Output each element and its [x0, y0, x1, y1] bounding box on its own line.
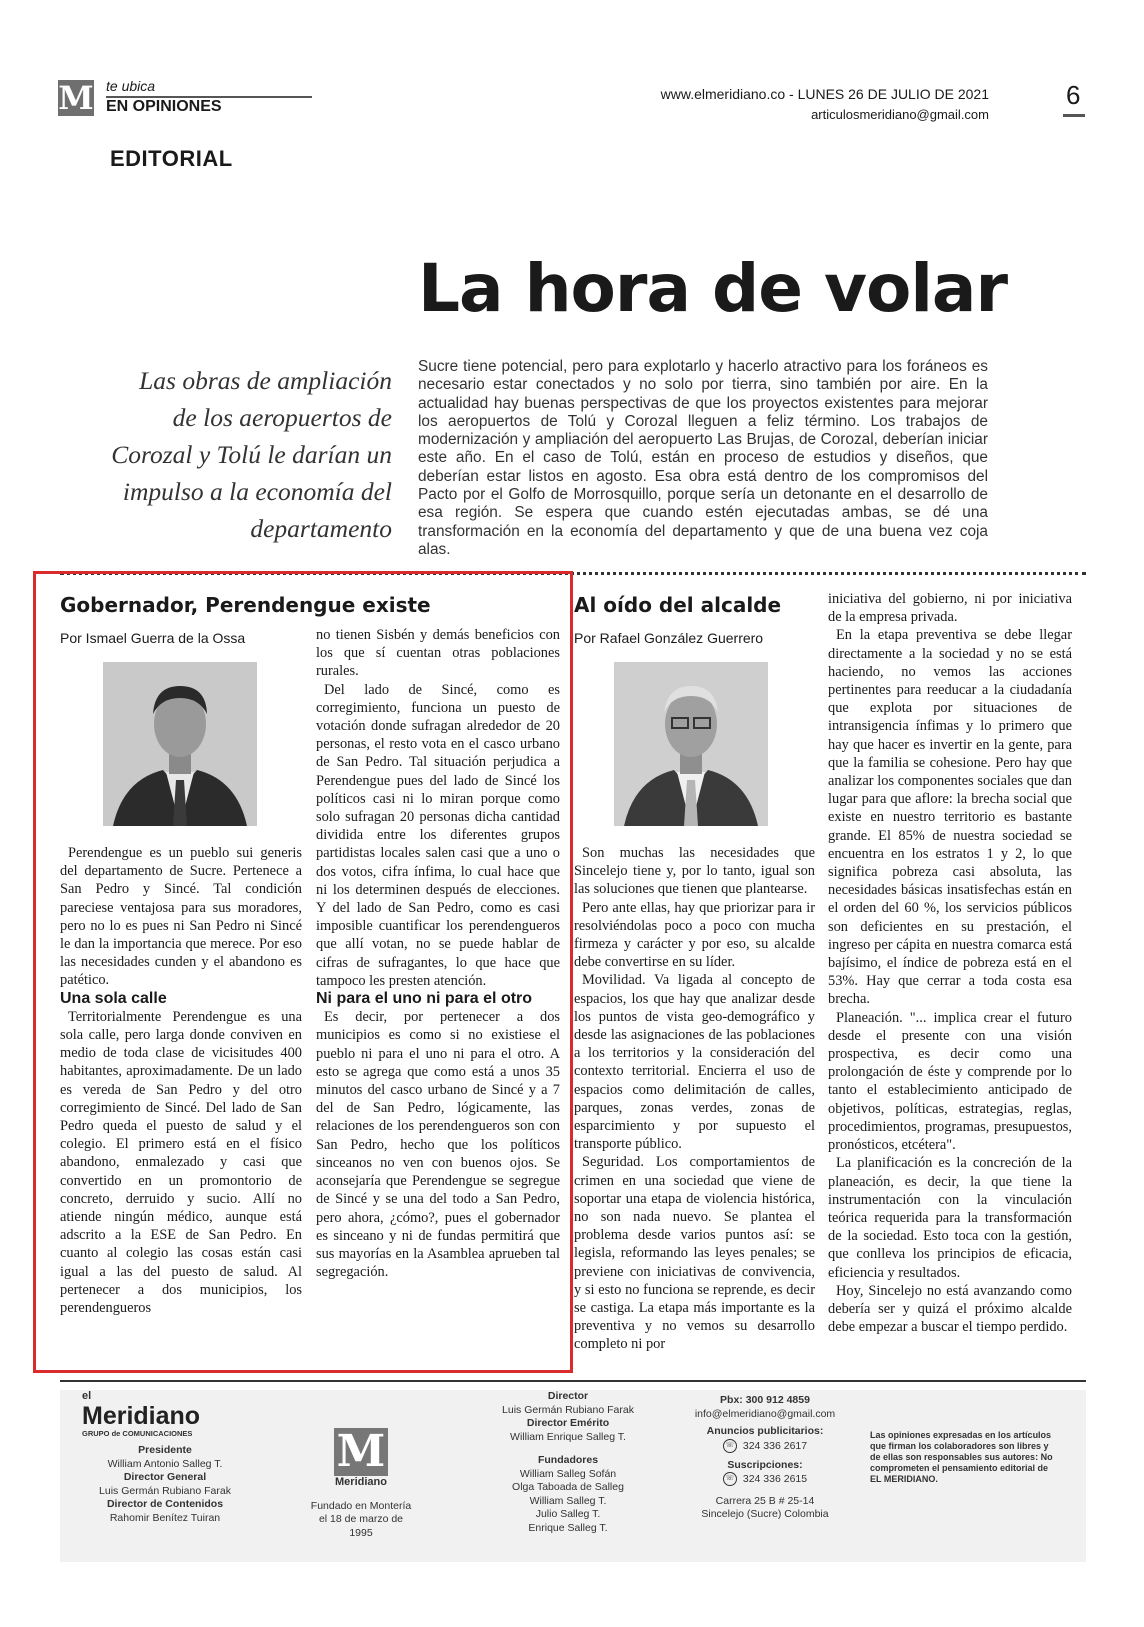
founded-place: Fundado en Montería [310, 1499, 412, 1512]
label: Suscripciones: [727, 1458, 803, 1471]
article1-column-1 [60, 844, 302, 1317]
contact-email: articulosmeridiano@gmail.com [811, 107, 989, 122]
info-email: info@elmeridiano@gmail.com [694, 1407, 836, 1420]
address: Sincelejo (Sucre) Colombia [701, 1508, 829, 1521]
footer-staff-left [60, 1444, 270, 1525]
founded-date: el 18 de marzo de 1995 [318, 1513, 404, 1539]
article1-column-2 [316, 626, 560, 1281]
founder: William Salleg T. [529, 1494, 607, 1507]
label: Presidente [138, 1444, 192, 1456]
paragraph: no tienen Sisbén y demás beneficios con los que sí cuentan otras poblaciones rurales. [316, 627, 560, 680]
author-photo-gonzalez [614, 662, 768, 826]
author-photo-guerra [103, 662, 257, 826]
brand-el: el [82, 1390, 92, 1402]
subsection-name: EDITORIAL [110, 146, 233, 171]
masthead-footer [60, 1390, 1086, 1562]
brand-name: Meridiano [82, 1401, 201, 1430]
founder: William Salleg Sofán [519, 1467, 617, 1480]
editorial-lead: Sucre tiene potencial, pero para explotarlo y hacerlo atractivo para los foráneos es necesario estar conectados y no solo por tierra, sino también por aire. En la actualidad hay buenas perspectivas de que los proyectos existentes para mejorar los aeropuertos de Tolú y Corozal lleguen a feliz término. Los trabajos de modernización y ampliación del aeropuerto Las Brujas, de Corozal, deberían iniciar este año. En el caso de Tolú, están en proceso de estudios y diseños, que deberían estar listos en agosto. Esa obra está dentro de los compromisos del Pacto por el Golfo de Morrosquillo, porque sería un detonante en el desarrollo de esa región. Se espera que cuando estén ejecutadas ambas, se dé una transformación en la economía del departamento y que de una buena vez coja alas. [418, 358, 988, 558]
name: William Enrique Salleg T. [510, 1430, 626, 1443]
paragraph: iniciativa del gobierno, ni por iniciativa de la empresa privada. [828, 591, 1072, 626]
phone: 324 336 2615 [742, 1473, 808, 1486]
name: Luis Germán Rubiano Farak [502, 1403, 634, 1416]
paragraph: En la etapa preventiva se debe llegar directamente a la sociedad y no se está haciendo, no vemos las acciones pertinentes para reeducar a la ciudadanía que explota por situaciones de intransigencia ínfimas y lo primero que hay que hacer es invertir en la gente, para que la familia se cohesione. Pero hay que analizar los componentes sociales que dan lugar para que aflore: la brecha social que existe en nuestro territorio es bastante grande. El 85% de nuestra sociedad se encuentra en los estratos 1 y 2, lo que significa pobreza casi absoluta, las necesidades básicas insatisfechas están en el orden del 60 %, los servicios públicos son deficientes en su prestación, el ingreso per cápita en nuestra comarca está bajísimo, el índice de pobreza está en el 53%. Hay que cerrar a toda costa esa brecha. [828, 627, 1072, 1008]
whatsapp-icon: ☏ [723, 1439, 737, 1453]
editorial-headline: La hora de volar [418, 250, 1008, 327]
label: Director General [123, 1471, 207, 1483]
paragraph: Del lado de Sincé, como es corregimiento, funciona un puesto de votación donde sufragan alrededor de 20 personas, el resto vota en el casco urbano de San Pedro. Tal situación perjudica a Perendengue pues del lado de Sincé los políticos casi ni lo miran porque como solo sufragan 20 personas dicha cantidad dividida entre los diferentes grupos partidistas locales salen casi que a uno o dos votos, cifra ínfima, lo cual hace que ni los determinen después de elecciones. Y del lado de San Pedro, como es casi imposible cuantificar los perendengueros que allí votan, no se puede hablar de cifras de sufragantes, lo que hace que tampoco les presten atención. [316, 681, 560, 989]
site-date: www.elmeridiano.co - LUNES 26 DE JULIO DE 2021 [660, 86, 989, 102]
address: Carrera 25 B # 25-14 [715, 1494, 815, 1507]
portrait-icon [103, 662, 257, 826]
article1-subhead-2: Ni para el uno ni para el otro [316, 990, 533, 1008]
phone: 324 336 2617 [742, 1439, 808, 1452]
paragraph: Territorialmente Perendengue es una sola calle, pero larga donde conviven en medio de toda clase de vicisitudes 400 habitantes, aproximadamente. De un lado es vereda de San Pedro y del otro corregimiento de Sincé. Del lado de San Pedro queda el puesto de salud y el colegio. El primero está en el físico abandono, enmalezado y casi que convertido en un promontorio de concreto, derruido y sucio. Allí no atiende ningún médico, aunque está adscrito a la ESE de San Pedro. En cuanto al colegio las cosas están casi igual a las del puesto de salud. Al pertenecer a dos municipios, los perendengueros [60, 1008, 302, 1317]
label: Director de Contenidos [106, 1498, 224, 1510]
article2-byline: Por Rafael González Guerrero [574, 630, 764, 646]
article1-subhead-1: Una sola calle [60, 989, 167, 1007]
paragraph: Hoy, Sincelejo no está avanzando como debería ser y quizá el próximo alcalde debe empezar a buscar el tiempo perdido. [828, 1282, 1072, 1336]
founder: Julio Salleg T. [535, 1508, 601, 1520]
article2-column-1 [574, 844, 815, 1354]
pbx: Pbx: 300 912 4859 [720, 1394, 810, 1406]
footer-disclaimer: Las opiniones expresadas en los artículos que firman los colaboradores son libres y de ellas son responsables sus autores: No comprometen el pensamiento editorial de EL MERIDIANO. [870, 1430, 1053, 1484]
portrait-icon [614, 662, 768, 826]
name: Rahomir Benítez Tuiran [109, 1511, 221, 1524]
paragraph: Seguridad. Los comportamientos de crimen en una sociedad que viene de soportar una etapa de violencia histórica, no son nada nuevo. Se plantea el problema desde varios puntos así: se legisla, reformando las leyes penales; se previene con iniciativas de convivencia, y si esto no funciona se reprende, es decir se castiga. La etapa más importante es la preventiva y no vemos su desarrollo completo ni por [574, 1154, 815, 1353]
footer-brand [82, 1390, 200, 1438]
page-number: 6 [1066, 80, 1081, 110]
paragraph: Movilidad. Va ligada al concepto de espacios, los que hay que analizar desde los puntos de vista geo-demográfico y desde las asignaciones de las poblaciones a los territorios y la consideración del contexto territorial. Encierra el uso de espacios como delimitación de calles, parques, zonas verdes, zonas de esparcimiento y por supuesto el transporte público. [574, 972, 815, 1153]
founder: Olga Taboada de Salleg [512, 1481, 624, 1493]
article2-title: Al oído del alcalde [574, 593, 782, 617]
founder: Enrique Salleg T. [528, 1521, 608, 1534]
label: Director Emérito [526, 1417, 610, 1429]
section-name: EN OPINIONES [106, 98, 222, 115]
footer-contact [680, 1394, 850, 1522]
paragraph: Planeación. "... implica crear el futuro desde el presente con una visión prospectiva, es decir como una prolongación de éste y comprende por lo tanto el establecimiento anticipado de objetivos, políticas, estrategias, reglas, procedimientos, programas, presupuestos, pronósticos, etcétera". [828, 1009, 1072, 1154]
footer-seal [306, 1428, 416, 1540]
article1-byline: Por Ismael Guerra de la Ossa [60, 630, 246, 646]
footer-staff-center [468, 1390, 668, 1535]
seal-name: Meridiano [335, 1476, 387, 1488]
article2-column-2 [828, 590, 1072, 1336]
brand-group: GRUPO de COMUNICACIONES [82, 1428, 193, 1438]
label: Director [547, 1390, 589, 1402]
paragraph: Son muchas las necesidades que Sincelejo tiene y, por lo tanto, igual son las soluciones que tienen que plantearse. [574, 845, 815, 898]
paragraph: Es decir, por pertenecer a dos municipios es como si no existiese el pueblo ni para el uno ni para el otro. A esto se agrega que como está a unos 35 minutos del casco urbano de Sincé y a 7 del de San Pedro, lógicamente, las relaciones de los perendengueros son con San Pedro, hecho que los políticos sinceanos no ven con buenos ojos. Se aconsejaría que Perendengue se segregue de Sincé y se una del todo a San Pedro, pero ahora, ¿cómo?, pues el gobernador es sinceano y ni de fundas permitirá que sus mayorías en la Asamblea aprueben tal segregación. [316, 1009, 560, 1281]
tagline: te ubica [106, 78, 156, 94]
label: Fundadores [537, 1454, 599, 1466]
paragraph: Pero ante ellas, hay que priorizar para ir resolviéndolas poco a poco con mucha firmeza y carácter y por eso, su alcalde debe convertirse en su líder. [574, 899, 815, 971]
name: Luis Germán Rubiano Farak [99, 1484, 231, 1497]
editorial-dek: Las obras de ampliación de los aeropuertos de Corozal y Tolú le darían un impulso a la economía del departamento [111, 366, 392, 543]
brand-logo-icon: M [58, 79, 94, 117]
name: William Antonio Salleg T. [107, 1457, 223, 1470]
whatsapp-icon: ☏ [723, 1472, 737, 1486]
seal-logo-icon: M [334, 1428, 388, 1476]
label: Anuncios publicitarios: [706, 1425, 824, 1437]
page-number-underline [1063, 114, 1085, 117]
footer-rule [60, 1380, 1086, 1382]
article1-title: Gobernador, Perendengue existe [60, 593, 431, 617]
paragraph: Perendengue es un pueblo sui generis del departamento de Sucre. Pertenece a San Pedro y Sincé. Tal condición pareciese ventajosa para sus moradores, pero no lo es pues ni San Pedro ni Sincé le dan la importancia que merece. Por eso las necesidades cunden y el abandono es patético. [60, 845, 302, 989]
paragraph: La planificación es la concreción de la planeación, es decir, la que tiene la instrumentación con la vinculación teórica requerida para la transformación de la sociedad. Esto toca con la gestión, que conlleva los principios de eficacia, eficiencia y resultados. [828, 1155, 1072, 1281]
